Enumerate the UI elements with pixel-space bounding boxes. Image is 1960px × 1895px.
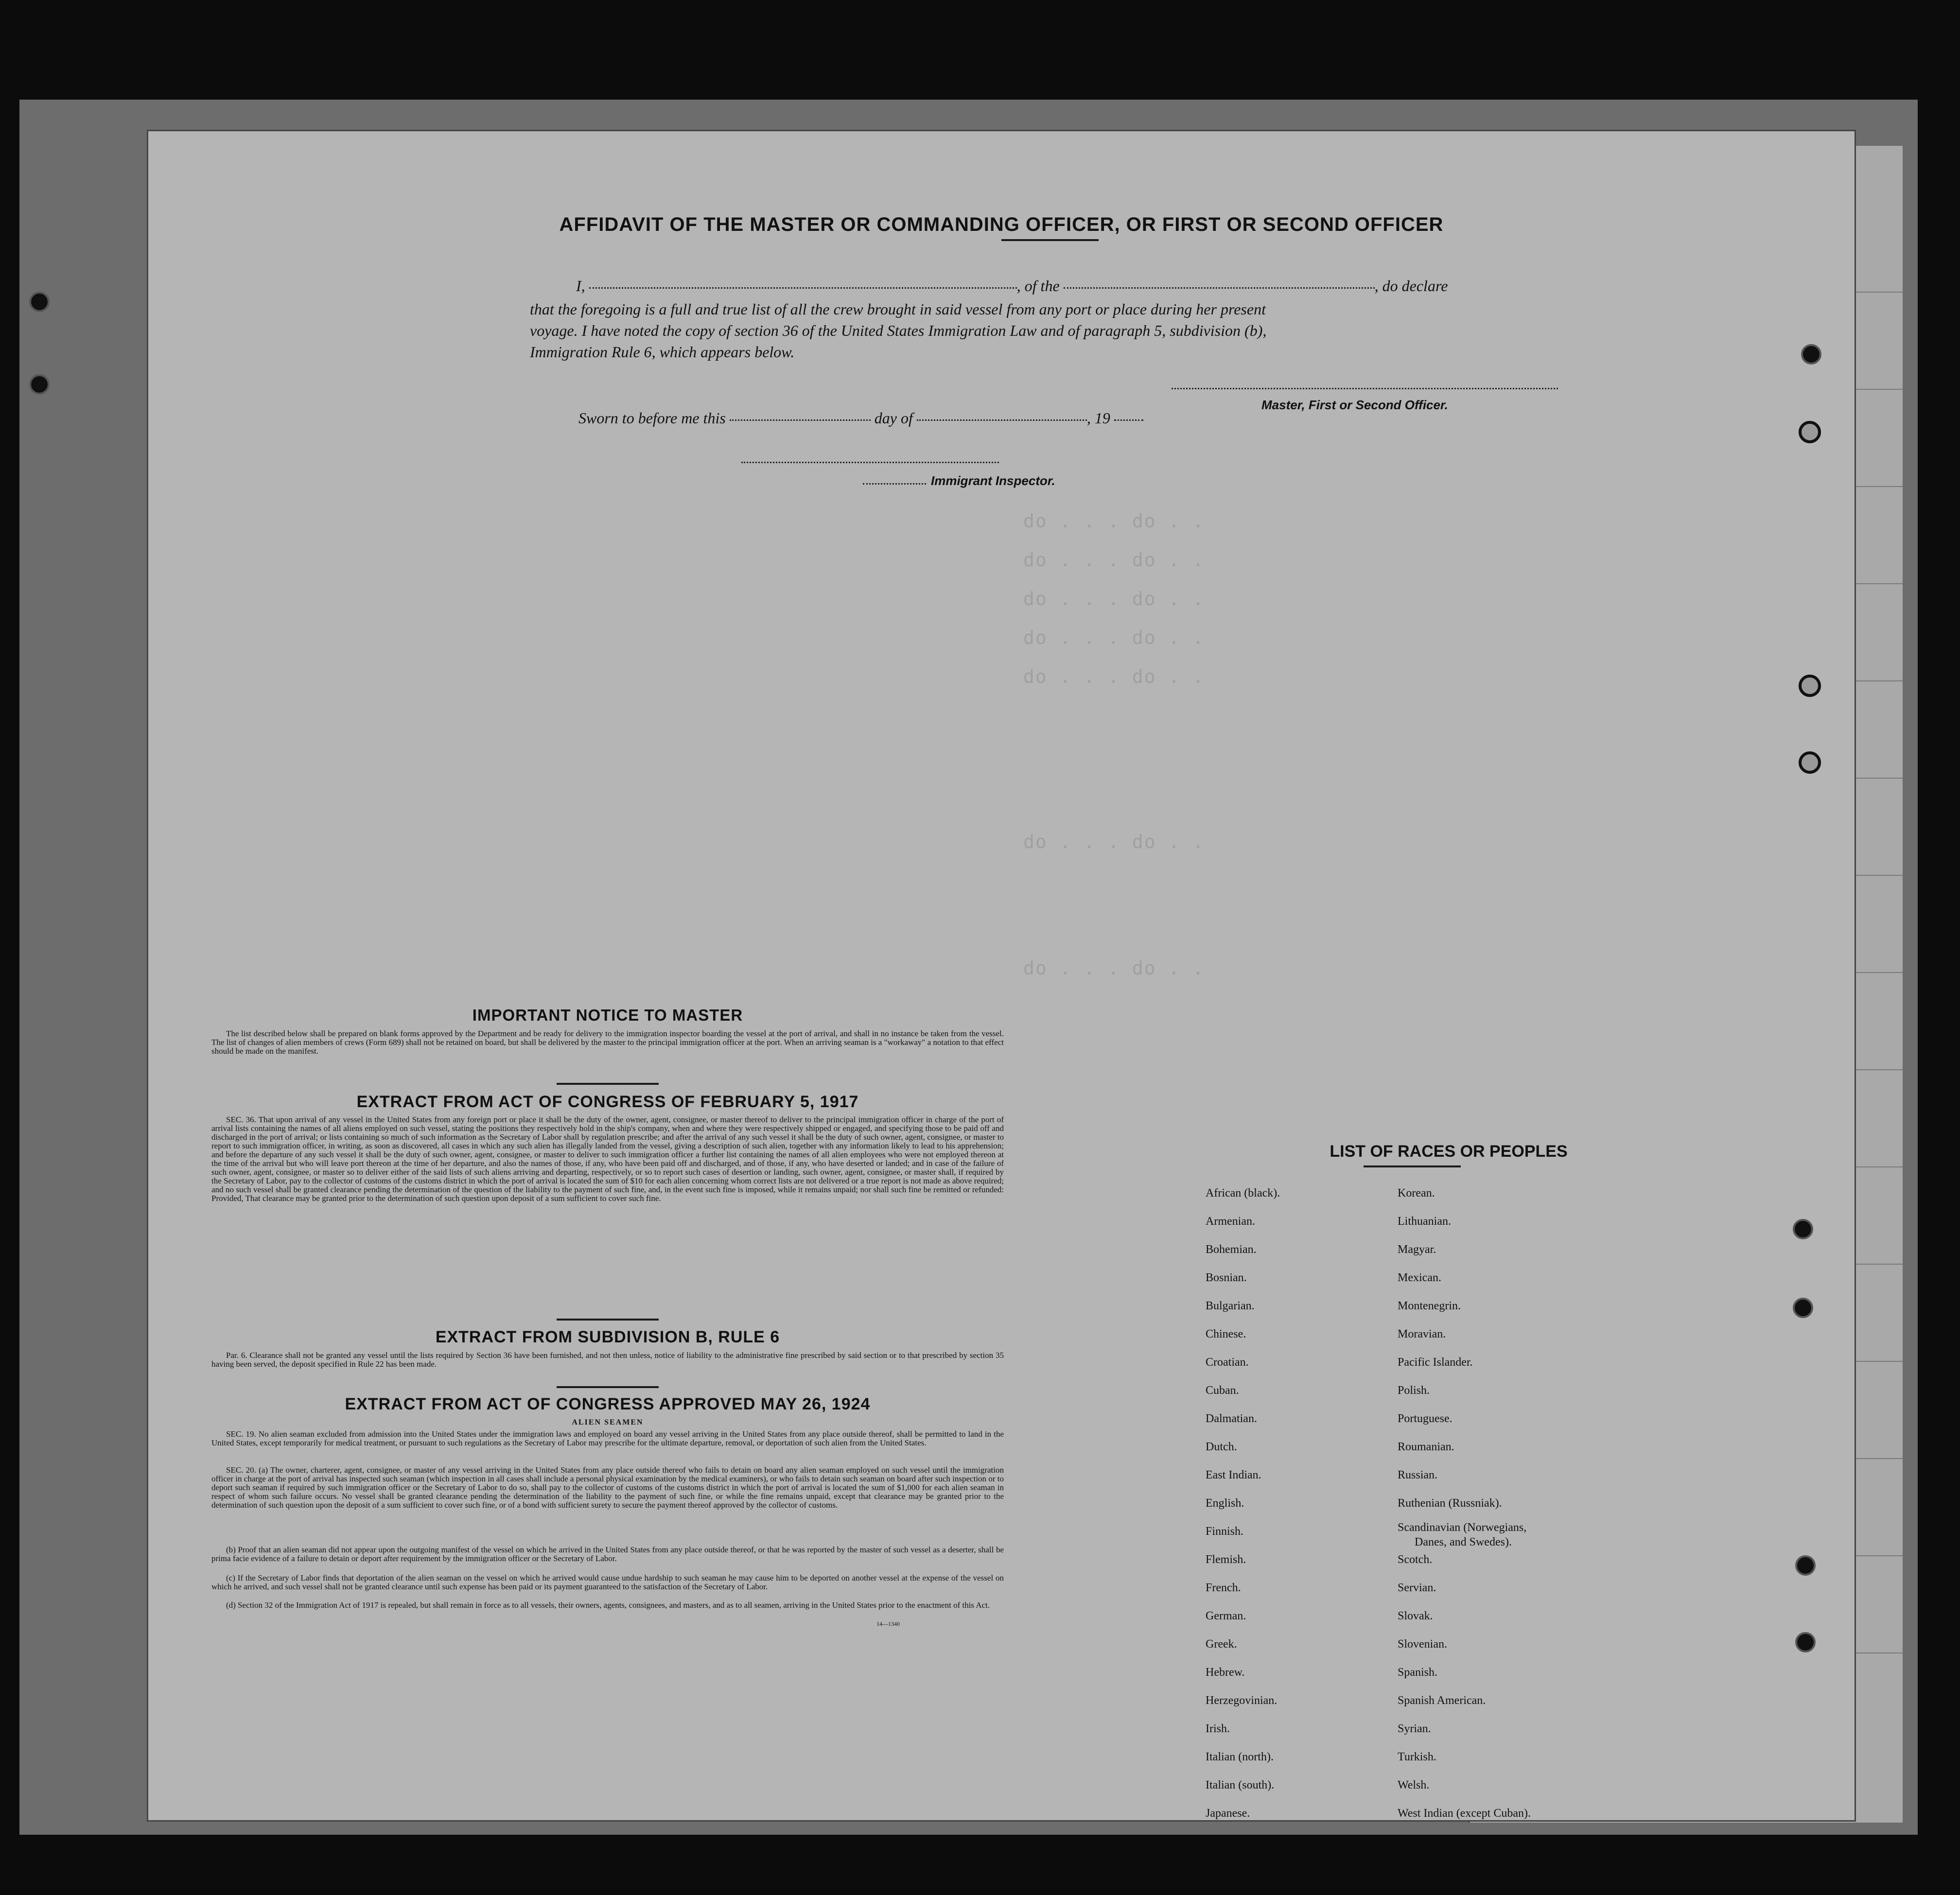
race-right-item: Ruthenian (Russniak).	[1398, 1497, 1502, 1510]
race-right-item: Lithuanian.	[1398, 1215, 1451, 1228]
notice-text: The list described below shall be prepared on blank forms approved by the Department and be ready for delivery to the immigration inspector boarding the vessel at the port of arrival, and shall in no instance be taken from the vessel. The list of changes of alien members of crews (Form 689) shall not be retained on board, but shall be delivered by the master to the principal immigration officer at the port. When an arriving seaman is a "workaway" a notation to that effect should be made on the manifest.	[211, 1029, 1004, 1056]
race-left-item: English.	[1206, 1497, 1244, 1510]
punch-hole-icon	[1795, 1632, 1816, 1652]
affidavit-line-1: I, , of the , do declare	[576, 277, 1448, 295]
notice-title: IMPORTANT NOTICE TO MASTER	[472, 1006, 743, 1024]
race-right-item: Scotch.	[1398, 1553, 1433, 1566]
master-signature-line	[1172, 388, 1558, 389]
race-right-item: Roumanian.	[1398, 1441, 1454, 1453]
bleed-through-row: do . . . do . .	[1023, 510, 1205, 532]
race-right-item: Moravian.	[1398, 1328, 1446, 1340]
form-number: 14—1340	[876, 1620, 900, 1627]
race-right-item: Servian.	[1398, 1582, 1436, 1594]
sec20d-text: (d) Section 32 of the Immigration Act of 1917 is repealed, but shall remain in force as to all vessels, their owners, agents, consignees, and masters, and as to all seamen, arriving in the United States prior to the enactment of this Act.	[226, 1600, 990, 1610]
alien-seamen-subhead: ALIEN SEAMEN	[572, 1418, 644, 1426]
film-edge	[0, 1837, 1960, 1895]
punch-hole-icon	[1799, 751, 1821, 774]
race-right-item: Spanish.	[1398, 1666, 1438, 1679]
race-left-item: Irish.	[1206, 1722, 1230, 1735]
race-right-item: Slovenian.	[1398, 1638, 1447, 1651]
bleed-through-row: do . . . do . .	[1023, 627, 1205, 648]
race-left-item: Croatian.	[1206, 1356, 1249, 1369]
punch-hole-icon	[29, 374, 50, 395]
race-left-item: Bosnian.	[1206, 1271, 1247, 1284]
race-right-item: Welsh.	[1398, 1779, 1430, 1791]
race-left-item: German.	[1206, 1610, 1246, 1622]
affidavit-title: AFFIDAVIT OF THE MASTER OR COMMANDING OFFICER, OR FIRST OR SECOND OFFICER	[559, 214, 1444, 235]
punch-hole-icon	[1793, 1298, 1813, 1318]
race-right-item: Spanish American.	[1398, 1694, 1486, 1707]
section-rule	[557, 1319, 659, 1321]
race-left-item: Bulgarian.	[1206, 1300, 1255, 1312]
punch-hole-icon	[1801, 344, 1821, 365]
race-right-item: Magyar.	[1398, 1243, 1436, 1256]
section-rule	[557, 1386, 659, 1388]
race-right-item: Portuguese.	[1398, 1412, 1452, 1425]
section-rule	[557, 1083, 659, 1085]
sec20a-text: SEC. 20. (a) The owner, charterer, agent, consignee, or master of any vessel arriving in the United States from any place outside thereof who fails to detain on board any alien seaman employed on such vessel until the immigration officer in charge at the port of arrival has inspected such seaman (which inspection in all cases shall include a personal physical examination by the medical examiners), or who fails to detain such seaman on board after such inspection or to deport such seaman if required by such immigration officer or the Secretary of Labor to do so, shall pay to the collector of customs of the customs district in which the port of arrival is located the sum of $1,000 for each alien seaman in respect of whom such failure occurs. No vessel shall be granted clearance pending the determination of the liability to the payment of such fine, or while the fine remains unpaid, except that clearance may be granted prior to the determination of such question upon the deposit of a sum sufficient to cover such fine, or of a bond with sufficient surety to secure the payment thereof approved by the collector of customs.	[211, 1465, 1004, 1510]
punch-hole-icon	[1795, 1555, 1816, 1576]
race-left-item: Finnish.	[1206, 1525, 1244, 1538]
film-edge	[1918, 0, 1960, 1895]
race-right-item: Scandinavian (Norwegians,	[1398, 1521, 1527, 1534]
race-left-item: Dalmatian.	[1206, 1412, 1257, 1425]
punch-hole-icon	[1793, 1219, 1813, 1239]
race-left-item: East Indian.	[1206, 1469, 1261, 1481]
race-right-item: Mexican.	[1398, 1271, 1441, 1284]
inspector-signature-line	[741, 462, 999, 463]
race-left-item: Bohemian.	[1206, 1243, 1257, 1256]
race-left-item: French.	[1206, 1582, 1241, 1594]
race-left-item: Herzegovinian.	[1206, 1694, 1278, 1707]
race-right-item: Korean.	[1398, 1187, 1435, 1200]
punch-hole-icon	[1799, 675, 1821, 697]
race-right-item: Danes, and Swedes).	[1415, 1536, 1512, 1548]
inspector-signature-line-2	[863, 483, 926, 485]
race-right-item: Russian.	[1398, 1469, 1438, 1481]
race-left-item: Hebrew.	[1206, 1666, 1245, 1679]
race-left-item: Italian (north).	[1206, 1751, 1274, 1763]
race-right-item: Montenegrin.	[1398, 1300, 1461, 1312]
inspector-signature-label: Immigrant Inspector.	[931, 473, 1055, 488]
sworn-line: Sworn to before me this day of , 19	[578, 409, 1143, 427]
race-left-item: African (black).	[1206, 1187, 1280, 1200]
bleed-through-row: do . . . do . .	[1023, 588, 1205, 609]
sec20b-text: (b) Proof that an alien seaman did not appear upon the outgoing manifest of the vessel on which he arrived in the United States from any place outside thereof, or that he was reported by the master of such vessel as a deserter, shall be prima facie evidence of a failure to detain or deport after requirement by the immigration officer or the Secretary of Labor.	[211, 1545, 1004, 1563]
bleed-through-row: do . . . do . .	[1023, 957, 1205, 979]
extract-1917-text: SEC. 36. That upon arrival of any vessel in the United States from any foreign port or place it shall be the duty of the owner, agent, consignee, or master thereof to deliver to the principal immigration officer in charge of the port of arrival lists containing the names of all aliens employed on such vessel, stating the positions they respectively hold in the ship's company, when and where they were respectively shipped or engaged, and specifying those to be paid off and discharged in the port of arrival; or lists containing so much of such information as the Secretary of Labor shall by regulation prescribe; and after the arrival of any such vessel it shall be the duty of such owner, agent, consignee, or master to report to such immigration officer, in writing, as soon as discovered, all cases in which any such alien has illegally landed from the vessel, giving a description of such alien, together with any information likely to lead to his apprehension; and before the departure of any such vessel it shall be the duty of such owner, agent, consignee, or master to deliver to such immigration officer a further list containing the names of all alien employees who were not employed thereon at the time of the arrival but who will leave port thereon at the time of her departure, and also the names of those, if any, who have been paid off and discharged, and of those, if any, who have deserted or landed; and in case of the failure of such owner, agent, consignee, or master so to deliver either of the said lists of such aliens arriving and departing, respectively, or so to report such cases of desertion or landing, such owner, agent, consignee, or master shall, if required by the Secretary of Labor, pay to the collector of customs of the customs district in which the port of arrival is located the sum of $10 for each alien concerning whom correct lists are not delivered or a true report is not made as above required; and no such vessel shall be granted clearance pending the determination of the question of the liability to the payment of such fine, and, in the event such fine is imposed, while it remains unpaid; nor shall such fine be remitted or refunded: Provided, That clearance may be granted prior to the determination of such question upon deposit of a sum sufficient to cover such fine.	[211, 1115, 1004, 1203]
races-title: LIST OF RACES OR PEOPLES	[1330, 1142, 1568, 1161]
race-right-item: Pacific Islander.	[1398, 1356, 1473, 1369]
race-left-item: Armenian.	[1206, 1215, 1255, 1228]
race-left-item: Greek.	[1206, 1638, 1237, 1651]
race-left-item: Dutch.	[1206, 1441, 1237, 1453]
race-left-item: Italian (south).	[1206, 1779, 1275, 1791]
race-left-item: Cuban.	[1206, 1384, 1239, 1397]
sec19-text: SEC. 19. No alien seaman excluded from admission into the United States under the immigration laws and employed on board any vessel arriving in the United States from any place outside thereof, shall be permitted to land in the United States, except temporarily for medical treatment, or pursuant to such regulations as the Secretary of Labor may prescribe for the ultimate departure, removal, or deportation of such alien from the United States.	[211, 1429, 1004, 1447]
race-left-item: Flemish.	[1206, 1553, 1246, 1566]
extract-1917-title: EXTRACT FROM ACT OF CONGRESS OF FEBRUARY 5, 1917	[356, 1093, 859, 1111]
bleed-through-row: do . . . do . .	[1023, 831, 1205, 852]
sec20c-text: (c) If the Secretary of Labor finds that deportation of the alien seaman on the vessel on which he arrived would cause undue hardship to such seaman he may cause him to be deported on another vessel at the expense of the vessel on which he arrived, and such vessel shall not be granted clearance until such expense has been paid or its payment guaranteed to the satisfaction of the Secretary of Labor.	[211, 1573, 1004, 1591]
bleed-through-row: do . . . do . .	[1023, 666, 1205, 687]
affidavit-line-4: Immigration Rule 6, which appears below.	[530, 343, 795, 361]
affidavit-line-3: voyage. I have noted the copy of section 36 of the United States Immigration Law and of paragraph 5, subdivision (b),	[530, 322, 1267, 339]
subdivision-b-title: EXTRACT FROM SUBDIVISION B, RULE 6	[435, 1328, 780, 1346]
affidavit-line-2: that the foregoing is a full and true list of all the crew brought in said vessel from any port or place during her present	[530, 300, 1266, 318]
race-left-item: Japanese.	[1206, 1807, 1250, 1820]
master-signature-label: Master, First or Second Officer.	[1261, 398, 1448, 412]
race-left-item: Chinese.	[1206, 1328, 1246, 1340]
title-rule	[1001, 239, 1099, 241]
race-right-item: Syrian.	[1398, 1722, 1431, 1735]
race-right-item: West Indian (except Cuban).	[1398, 1807, 1531, 1820]
extract-1924-title: EXTRACT FROM ACT OF CONGRESS APPROVED MAY 26, 1924	[345, 1395, 871, 1413]
race-right-item: Slovak.	[1398, 1610, 1433, 1622]
punch-hole-icon	[29, 292, 50, 312]
bleed-through-row: do . . . do . .	[1023, 549, 1205, 571]
race-right-item: Polish.	[1398, 1384, 1430, 1397]
race-right-item: Turkish.	[1398, 1751, 1436, 1763]
punch-hole-icon	[1799, 421, 1821, 443]
subdivision-b-text: Par. 6. Clearance shall not be granted any vessel until the lists required by Section 36 have been furnished, and not then unless, notice of liability to the administrative fine prescribed by said section or to that prescribed by section 35 having been served, the deposit specified in Rule 22 has been made.	[211, 1351, 1004, 1369]
races-title-rule	[1364, 1165, 1461, 1167]
affidavit-page	[148, 131, 1855, 1820]
